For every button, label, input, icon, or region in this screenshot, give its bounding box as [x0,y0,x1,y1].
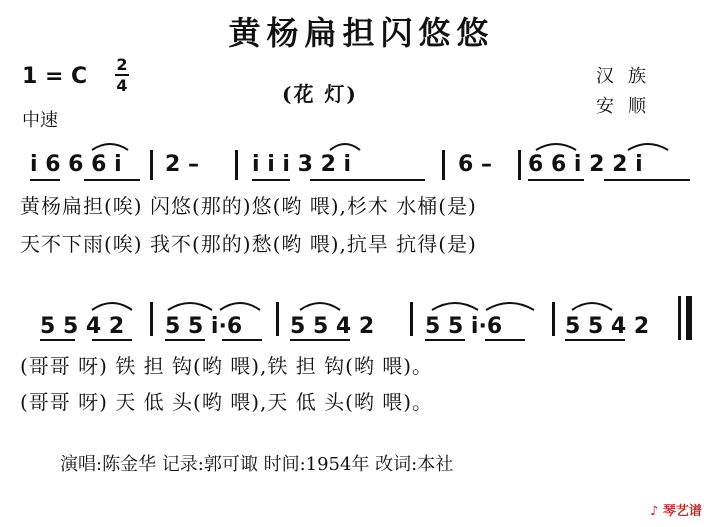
line2-measure-2: 5 5 i·6 [165,314,243,339]
time-signature-top: 2 [116,55,128,74]
credits-line: 演唱:陈金华 记录:郭可诹 时间:1954年 改词:本社 [60,454,454,475]
slur [92,303,132,310]
arranger-name: 安顺 [596,96,660,117]
song-title: 黄杨扁担闪悠悠 [228,14,495,52]
time-signature-bottom: 4 [116,76,128,95]
song-subtitle: (花 灯) [282,82,358,106]
line2-lyrics-verse-2: (哥哥 呀) 天 低 头(哟 喂),天 低 头(哟 喂)。 [20,390,434,414]
slur [220,303,260,310]
line2-measure-3: 5 5 4 2 [290,314,375,339]
logo-text: 琴艺谱 [662,504,702,519]
ethnic-group: 汉族 [596,66,660,87]
slur [536,144,576,150]
line1-measure-4: 6 – [458,152,492,177]
slur [330,144,360,150]
site-logo [650,500,702,519]
line1-measure-2: 2 – [165,152,199,177]
line1-measure-1: i 6 6 6 i [30,152,122,177]
line1-measure-3: i i i 3 2 i [252,152,352,177]
line2-measure-1: 5 5 4 2 [40,314,125,339]
line1-lyrics-verse-1: 黄杨扁担(唉) 闪悠(那的)悠(哟 喂),杉木 水桶(是) [20,194,477,218]
slur [168,303,212,310]
line2-measure-5: 5 5 4 2 [565,314,650,339]
line2-measure-4: 5 5 i·6 [425,314,503,339]
slur [432,303,478,310]
line2-lyrics-verse-1: (哥哥 呀) 铁 担 钩(哟 喂),铁 担 钩(哟 喂)。 [20,354,434,378]
slur [92,144,128,150]
slur [300,303,340,310]
key-signature: 1 = C [22,64,88,89]
tempo-marking: 中速 [22,110,58,131]
line1-measure-5: 6 6 i 2 2 i [528,152,643,177]
line1-lyrics-verse-2: 天不下雨(唉) 我不(那的)愁(哟 喂),抗旱 抗得(是) [20,232,477,256]
slur [572,303,612,310]
slur [628,144,668,150]
slur [486,303,534,310]
logo-icon: ♪ [650,504,659,519]
